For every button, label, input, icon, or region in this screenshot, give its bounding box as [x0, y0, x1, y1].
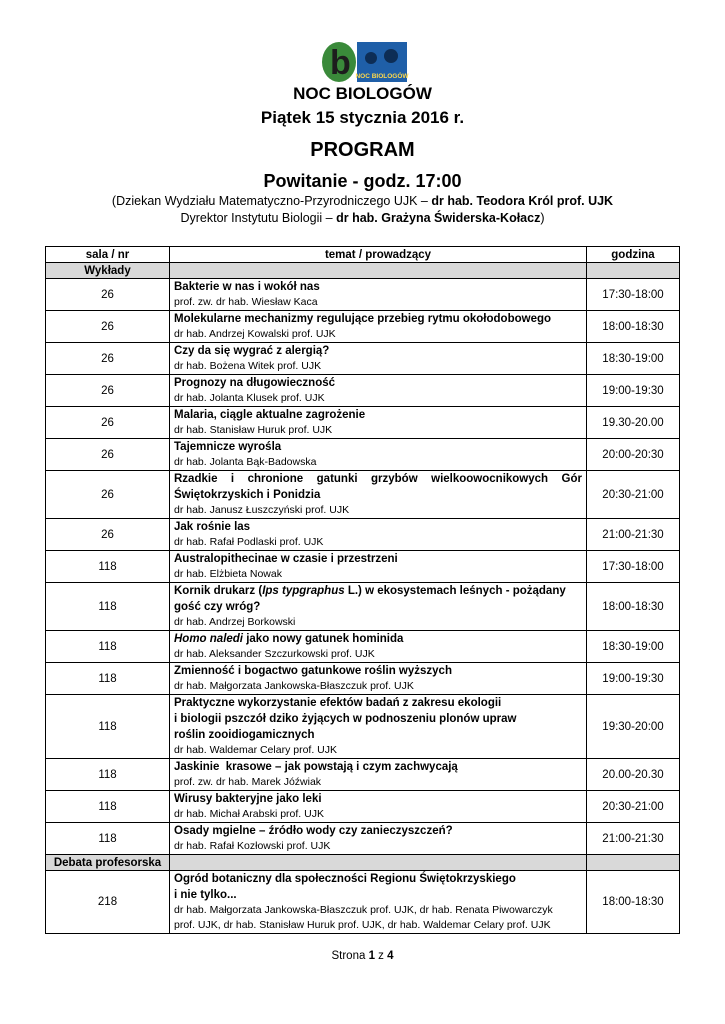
- lecture-speaker: dr hab. Elżbieta Nowak: [174, 568, 282, 580]
- lecture-speaker: prof. zw. dr hab. Marek Jóźwiak: [174, 776, 322, 788]
- lecture-time: 21:00-21:30: [587, 519, 680, 551]
- lecture-time: 19:00-19:30: [587, 663, 680, 695]
- lecture-title: Jaskinie krasowe – jak powstają i czym zachwycają: [174, 761, 458, 773]
- col-header-topic: temat / prowadzący: [170, 247, 587, 263]
- table-row: 118 Osady mgielne – źródło wody czy zanieczyszczeń? dr hab. Rafał Kozłowski prof. UJK 21:00-21:30: [46, 823, 680, 855]
- table-header-row: [46, 247, 680, 263]
- lecture-title: Prognozy na długowieczność: [174, 377, 336, 389]
- table-row: 118 Zmienność i bogactwo gatunkowe roślin wyższych dr hab. Małgorzata Jankowska-Błaszczuk prof. UJK 19:00-19:30: [46, 663, 680, 695]
- lecture-title: Wirusy bakteryjne jako leki: [174, 793, 322, 805]
- lecture-time: 20:30-21:00: [587, 471, 680, 519]
- lecture-speaker: dr hab. Stanisław Huruk prof. UJK: [174, 424, 333, 436]
- col-header-room: sala / nr: [46, 247, 170, 263]
- table-row: 118 Australopithecinae w czasie i przestrzeni dr hab. Elżbieta Nowak 17:30-18:00: [46, 551, 680, 583]
- table-row: 26 Czy da się wygrać z alergią? dr hab. Bożena Witek prof. UJK 18:30-19:00: [46, 343, 680, 375]
- logo-cat-icon: [365, 52, 377, 64]
- lecture-time: 21:00-21:30: [587, 823, 680, 855]
- table-row: 26 Prognozy na długowieczność dr hab. Jolanta Klusek prof. UJK 19:00-19:30: [46, 375, 680, 407]
- lecture-speaker: dr hab. Andrzej Kowalski prof. UJK: [174, 328, 336, 340]
- lecture-speaker: dr hab. Waldemar Celary prof. UJK: [174, 744, 338, 756]
- intro-text: [0, 193, 725, 227]
- table-row: 118 Kornik drukarz (Ips typgraphus L.) w ekosystemach leśnych - pożądany gość czy wróg? dr hab. Andrzej Borkowski 18:00-18:30: [46, 583, 680, 631]
- lecture-time: 20:00-20:30: [587, 439, 680, 471]
- lecture-time: 17:30-18:00: [587, 279, 680, 311]
- lecture-title: Bakterie w nas i wokół nas: [174, 281, 320, 293]
- lecture-time: 17:30-18:00: [587, 551, 680, 583]
- program-heading: PROGRAM: [310, 139, 415, 161]
- lecture-time: 18:30-19:00: [587, 631, 680, 663]
- lecture-title: Molekularne mechanizmy regulujące przebieg rytmu okołodobowego: [174, 313, 552, 325]
- lecture-speaker: dr hab. Jolanta Klusek prof. UJK: [174, 392, 325, 404]
- lecture-time: 18:30-19:00: [587, 343, 680, 375]
- lecture-time: 18:00-18:30: [587, 583, 680, 631]
- lecture-speaker: dr hab. Małgorzata Jankowska-Błaszczuk prof. UJK: [174, 680, 414, 692]
- lecture-time: 20.00-20.30: [587, 759, 680, 791]
- col-header-time: godzina: [587, 247, 680, 263]
- lecture-time: 18:00-18:30: [587, 311, 680, 343]
- lecture-speaker: dr hab. Jolanta Bąk-Badowska: [174, 456, 317, 468]
- lecture-title: Australopithecinae w czasie i przestrzeni: [174, 553, 398, 565]
- page-footer: Strona 1 z 4: [331, 950, 394, 962]
- lecture-speaker: dr hab. Bożena Witek prof. UJK: [174, 360, 322, 372]
- lecture-speaker: dr hab. Rafał Podlaski prof. UJK: [174, 536, 324, 548]
- lecture-title: Kornik drukarz (Ips typgraphus L.) w ekosystemach leśnych - pożądany gość czy wróg?: [174, 585, 566, 613]
- section-label: Wykłady: [46, 263, 170, 279]
- table-row: 26 Rzadkie i chronione gatunki grzybów wielkoowocnikowych Gór Świętokrzyskich i Ponidzia dr hab. Janusz Łuszczyński prof. UJK 20:30-21:00: [46, 471, 680, 519]
- lecture-title: Czy da się wygrać z alergią?: [174, 345, 330, 357]
- lecture-title: Rzadkie i chronione gatunki grzybów wielkoowocnikowych Gór Świętokrzyskich i Ponidzia: [174, 473, 582, 501]
- section-row-debate: [46, 855, 680, 871]
- lecture-speaker: prof. zw. dr hab. Wiesław Kaca: [174, 296, 318, 308]
- section-row-lectures: [46, 263, 680, 279]
- event-title: NOC BIOLOGÓW: [293, 84, 432, 103]
- table-row: 26 Malaria, ciągle aktualne zagrożenie dr hab. Stanisław Huruk prof. UJK 19.30-20.00: [46, 407, 680, 439]
- intro-dean-line: (Dziekan Wydziału Matematyczno-Przyrodniczego UJK – dr hab. Teodora Król prof. UJK: [111, 194, 614, 208]
- debate-title: Ogród botaniczny dla społeczności Regionu Świętokrzyskiego i nie tylko...: [174, 873, 516, 901]
- lecture-speaker: dr hab. Aleksander Szczurkowski prof. UJK: [174, 648, 375, 660]
- table-row: 26 Bakterie w nas i wokół nas prof. zw. dr hab. Wiesław Kaca 17:30-18:00: [46, 279, 680, 311]
- table-row: 26 Tajemnicze wyrośla dr hab. Jolanta Bąk-Badowska 20:00-20:30: [46, 439, 680, 471]
- lecture-title: Zmienność i bogactwo gatunkowe roślin wyższych: [174, 665, 452, 677]
- table-row: 26 Jak rośnie las dr hab. Rafał Podlaski prof. UJK 21:00-21:30: [46, 519, 680, 551]
- logo-graphic: [321, 40, 409, 84]
- logo-letter: b: [330, 44, 351, 82]
- section-label: Debata profesorska: [46, 855, 170, 871]
- logo-badge-text: NOC BIOLOGÓW: [355, 73, 409, 80]
- lecture-title: Malaria, ciągle aktualne zagrożenie: [174, 409, 366, 421]
- lecture-speaker: dr hab. Rafał Kozłowski prof. UJK: [174, 840, 331, 852]
- lecture-title: Homo naledi jako nowy gatunek hominida: [174, 633, 404, 645]
- logo-owl-icon: [384, 49, 398, 63]
- noc-biologow-logo: [321, 40, 409, 84]
- table-row: 118 Homo naledi jako nowy gatunek hominida dr hab. Aleksander Szczurkowski prof. UJK 18:30-19:00: [46, 631, 680, 663]
- lecture-speaker: dr hab. Janusz Łuszczyński prof. UJK: [174, 504, 350, 516]
- lecture-time: 19:30-20:00: [587, 695, 680, 759]
- lecture-title: Tajemnicze wyrośla: [174, 441, 282, 453]
- table-row: 26 Molekularne mechanizmy regulujące przebieg rytmu okołodobowego dr hab. Andrzej Kowalski prof. UJK 18:00-18:30: [46, 311, 680, 343]
- table-row: 218 Ogród botaniczny dla społeczności Regionu Świętokrzyskiego i nie tylko... dr hab. Małgorzata Jankowska-Błaszczuk prof. UJK, dr hab. Renata Piwowarczyk prof. UJK, dr hab. Stanisław Huruk prof. UJK, dr hab. Waldemar Celary prof. UJK 18:00-18:30: [46, 871, 680, 934]
- lecture-speaker: dr hab. Andrzej Borkowski: [174, 616, 296, 628]
- debate-speakers: dr hab. Małgorzata Jankowska-Błaszczuk prof. UJK, dr hab. Renata Piwowarczyk prof. UJK, dr hab. Stanisław Huruk prof. UJK, dr hab. Waldemar Celary prof. UJK: [174, 904, 553, 931]
- event-date: Piątek 15 stycznia 2016 r.: [260, 108, 465, 127]
- intro-director-line: Dyrektor Instytutu Biologii – dr hab. Grażyna Świderska-Kołacz): [180, 211, 545, 225]
- lecture-time: 19:00-19:30: [587, 375, 680, 407]
- program-table: [45, 246, 680, 934]
- table-row: 118 Jaskinie krasowe – jak powstają i czym zachwycają prof. zw. dr hab. Marek Jóźwiak 20.00-20.30: [46, 759, 680, 791]
- lecture-title: Jak rośnie las: [174, 521, 251, 533]
- lecture-time: 20:30-21:00: [587, 791, 680, 823]
- lecture-time: 19.30-20.00: [587, 407, 680, 439]
- debate-time: 18:00-18:30: [587, 871, 680, 934]
- welcome-heading: Powitanie - godz. 17:00: [263, 171, 462, 191]
- lecture-title: Praktyczne wykorzystanie efektów badań z zakresu ekologii i biologii pszczół dziko żyjących w podnoszeniu plonów upraw roślin zooidiogamicznych: [174, 697, 517, 741]
- lecture-title: Osady mgielne – źródło wody czy zanieczyszczeń?: [174, 825, 453, 837]
- table-row: 118 Praktyczne wykorzystanie efektów badań z zakresu ekologii i biologii pszczół dziko żyjących w podnoszeniu plonów upraw roślin zooidiogamicznych dr hab. Waldemar Celary prof. UJK 19:30-20:00: [46, 695, 680, 759]
- table-row: 118 Wirusy bakteryjne jako leki dr hab. Michał Arabski prof. UJK 20:30-21:00: [46, 791, 680, 823]
- lecture-speaker: dr hab. Michał Arabski prof. UJK: [174, 808, 324, 820]
